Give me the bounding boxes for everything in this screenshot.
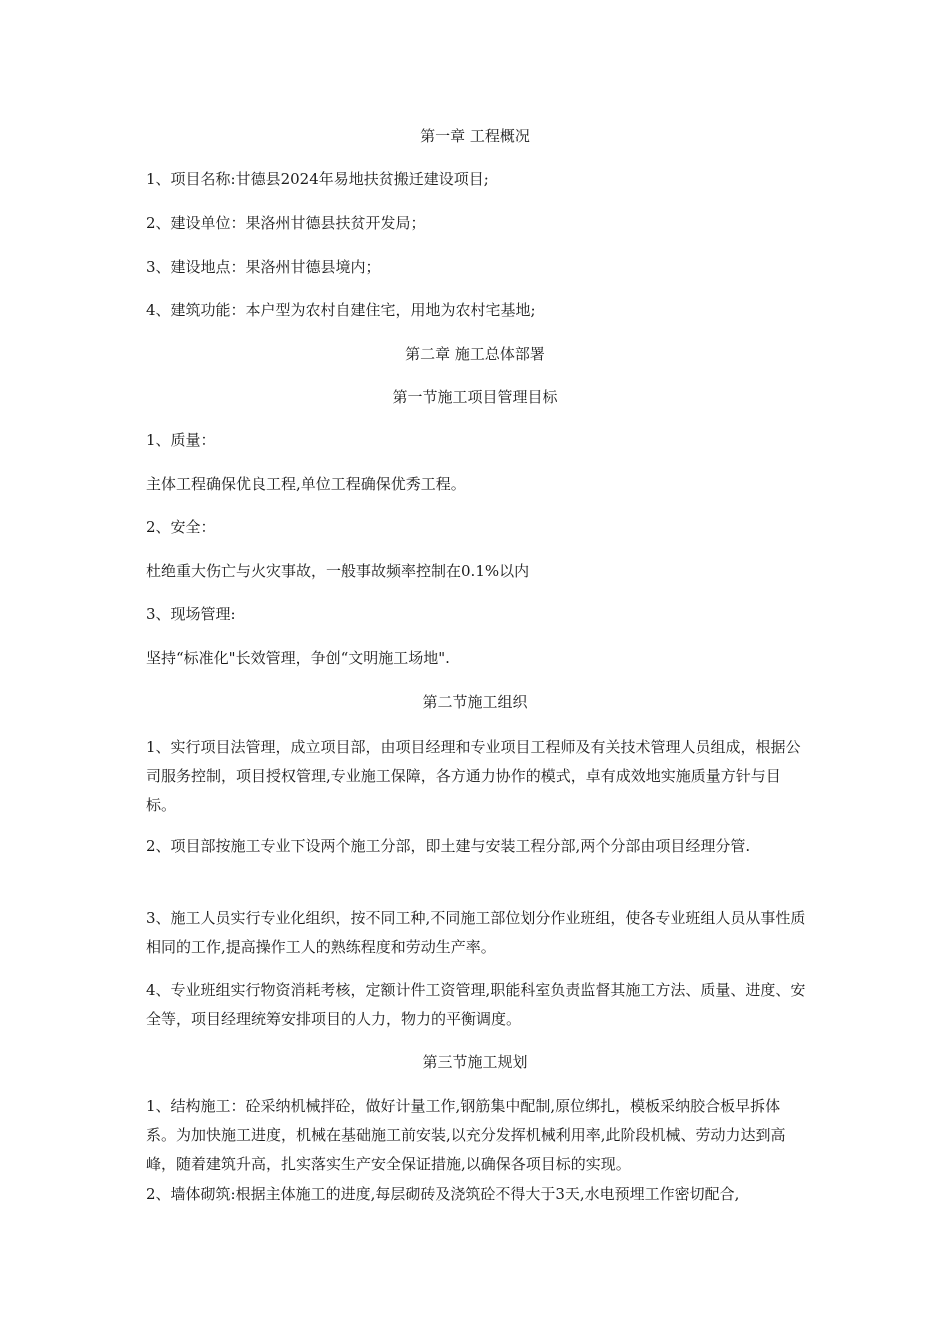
organization-item-3: 3、施工人员实行专业化组织，按不同工种,不同施工部位划分作业班组，使各专业班组人员从事性质相同的工作,提高操作工人的熟练程度和劳动生产率。 <box>146 909 806 956</box>
safety-text: 杜绝重大伤亡与火灾事故，一般事故频率控制在0.1%以内 <box>146 562 530 580</box>
section-3-title: 第三节施工规划 <box>422 1053 528 1071</box>
organization-item-4: 4、专业班组实行物资消耗考核，定额计件工资管理,职能科室负责监督其施工方法、质量、进度、安全等，项目经理统筹安排项目的人力，物力的平衡调度。 <box>146 981 806 1028</box>
quality-text: 主体工程确保优良工程,单位工程确保优秀工程。 <box>146 475 466 493</box>
quality-label: 1、质量： <box>146 431 216 449</box>
planning-item-2: 2、墙体砌筑:根据主体施工的进度,每层砌砖及浇筑砼不得大于3天,水电预埋工作密切配合, <box>146 1185 740 1203</box>
organization-item-2: 2、项目部按施工专业下设两个施工分部，即土建与安装工程分部,两个分部由项目经理分管. <box>146 837 751 855</box>
section-2-title: 第二节施工组织 <box>422 693 528 711</box>
project-name-line: 1、项目名称:甘德县2024年易地扶贫搬迁建设项目; <box>146 170 489 188</box>
organization-item-1: 1、实行项目法管理，成立项目部，由项目经理和专业项目工程师及有关技术管理人员组成，根据公司服务控制，项目授权管理,专业施工保障，各方通力协作的模式，卓有成效地实施质量方针与目标。 <box>146 738 801 814</box>
construction-site-line: 3、建设地点：果洛州甘德县境内； <box>146 258 381 276</box>
site-management-text: 坚持“标准化"长效管理，争创“文明施工场地". <box>146 649 450 667</box>
building-function-line: 4、建筑功能：本户型为农村自建住宅，用地为农村宅基地; <box>146 301 536 319</box>
chapter-2-title: 第二章 施工总体部署 <box>405 345 545 363</box>
construction-unit-line: 2、建设单位：果洛州甘德县扶贫开发局； <box>146 214 426 232</box>
safety-label: 2、安全： <box>146 518 216 536</box>
site-management-label: 3、现场管理: <box>146 605 236 623</box>
section-1-title: 第一节施工项目管理目标 <box>392 388 558 406</box>
planning-item-1: 1、结构施工：砼采纳机械拌砼，做好计量工作,钢筋集中配制,原位绑扎，模板采纳胶合板早拆体系。为加快施工进度，机械在基础施工前安装,以充分发挥机械利用率,此阶段机械、劳动力达到高峰，随着建筑升高，扎实落实生产安全保证措施,以确保各项目标的实现。 <box>146 1097 786 1173</box>
chapter-1-title: 第一章 工程概况 <box>420 127 530 145</box>
